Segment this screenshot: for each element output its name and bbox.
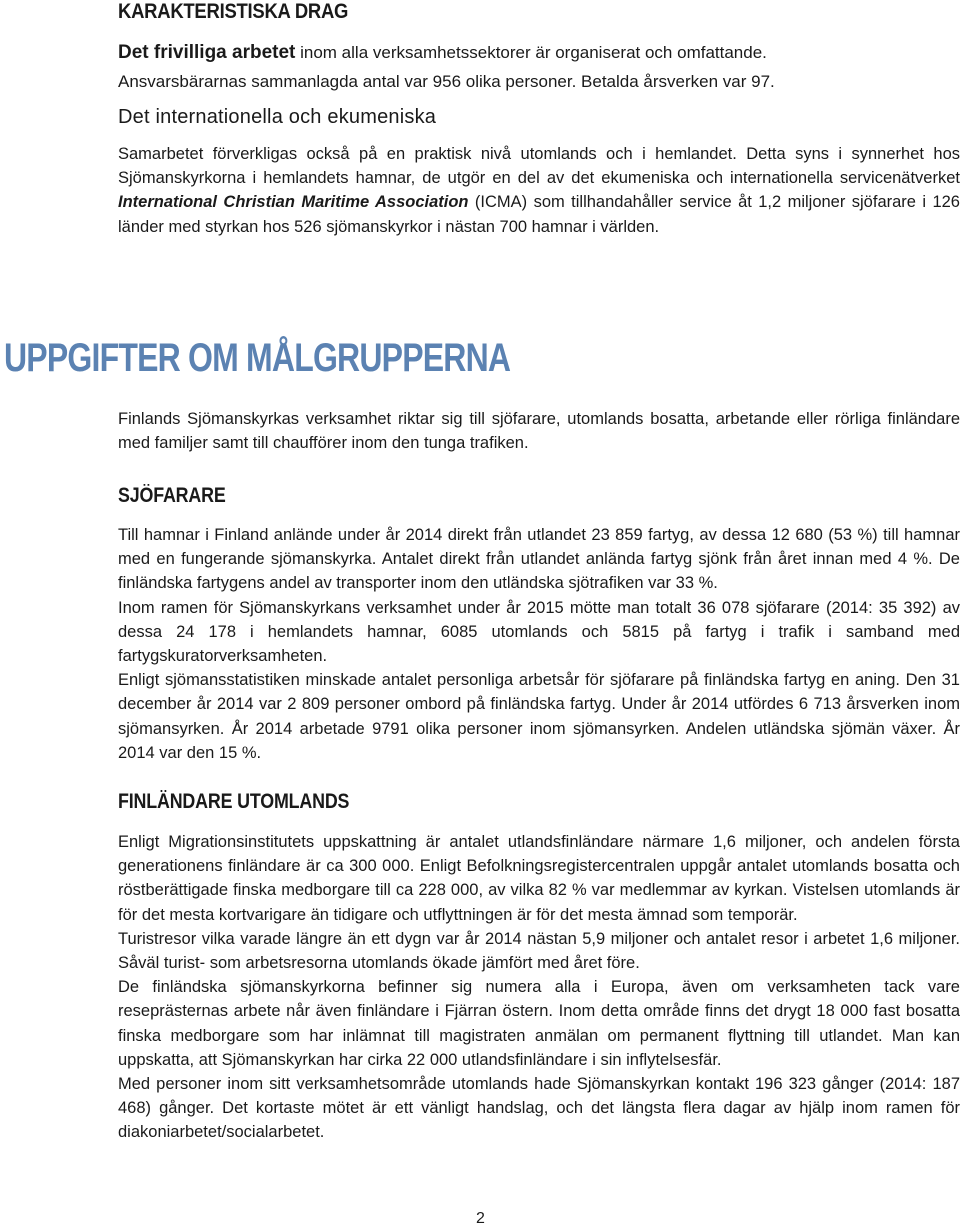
finns-abroad-paragraph: De finländska sjömanskyrkorna befinner sig numera alla i Europa, även om verksamheten tack vare reseprästernas arbete når även finländare i Fjärran östern. Inom detta område finns det drygt 18 000 fast bosatta finska medborgare som har inlämnat till magistraten anmälan om permanent flyttning till utlandet. Man kan uppskatta, att Sjömanskyrkan har cirka 22 000 utlandsfinländare i sin inflytelsesfär. [118,978,960,1069]
seafarers-paragraph: Enligt sjömansstatistiken minskade antalet personliga arbetsår för sjöfarare på finländska fartyg en aning. Den 31 december år 2014 var 2 809 personer ombord på finländska fartyg. Under år 2014 utfördes 6 713 årsverken inom sjömansyrken. År 2014 arbetade 9791 olika personer inom sjömansyrken. Andelen utländska sjömän växer. År 2014 var den 15 %. [118,671,960,762]
intro-line-1-rest: inom alla verksamhetssektorer är organiserat och omfattande. [295,43,767,62]
icma-name: International Christian Maritime Association [118,193,469,212]
intro-line-2: Ansvarsbärarnas sammanlagda antal var 956 olika personer. Betalda årsverken var 97. [118,72,775,91]
target-groups-heading: UPPGIFTER OM MÅLGRUPPERNA [4,336,511,380]
seafarers-paragraph: Inom ramen för Sjömanskyrkans verksamhet under år 2015 mötte man totalt 36 078 sjöfarare (2014: 35 392) av dessa 24 178 i hemlandets hamnar, 6085 utomlands och 5815 på fartyg i trafik i samband med fartygskuratorverksamheten. [118,598,960,666]
intro-line-1 [118,42,767,64]
finns-abroad-section [118,830,960,1145]
target-groups-intro: Finlands Sjömanskyrkas verksamhet riktar sig till sjöfarare, utomlands bosatta, arbetande eller rörliga finländare med familjer samt till chaufförer inom den tunga trafiken. [118,410,960,453]
ecumenical-heading: Det internationella och ekumeniska [118,106,437,128]
finns-abroad-paragraph: Enligt Migrationsinstitutets uppskattning är antalet utlandsfinländare närmare 1,6 miljoner, och andelen första generationens finländare är ca 300 000. Enligt Befolkningsregistercentralen uppgår antalet utomlands bosatta och röstberättigade finska medborgare till ca 228 000, av vilka 82 % var medlemmar av kyrkan. Vistelsen utomlands är för det mesta kortvarigare än tidigare och utflyttningen är för det mesta ämnad som temporär. [118,833,960,924]
finns-abroad-paragraph: Med personer inom sitt verksamhetsområde utomlands hade Sjömanskyrkan kontakt 196 323 gånger (2014: 187 468) gånger. Det kortaste mötet är ett vänligt handslag, och det längsta flera dagar av hjälp inom ramen för diakoniarbetet/socialarbetet. [118,1075,960,1142]
page-number: 2 [476,1210,485,1227]
finns-abroad-paragraph: Turistresor vilka varade längre än ett dygn var år 2014 nästan 5,9 miljoner och antalet resor i arbetet 1,6 miljoner. Såväl turist- som arbetsresorna utomlands ökade jämfört med året före. [118,929,960,973]
ecumenical-paragraph [118,142,960,239]
seafarers-section [118,523,960,765]
seafarers-heading: SJÖFARARE [118,484,226,507]
seafarers-paragraph: Till hamnar i Finland anlände under år 2014 direkt från utlandet 23 859 fartyg, av dessa 12 680 (53 %) till hamnar med en fungerande sjömanskyrka. Antalet direkt från utlandet anlända fartyg sjönk från året innan med 4 %. De finländska fartygens andel av transporter inom den utländska sjötrafiken var 33 %. [118,526,960,593]
page-title: KARAKTERISTISKA DRAG [118,0,349,23]
intro-lead: Det frivilliga arbetet [118,42,296,63]
finns-abroad-heading: FINLÄNDARE UTOMLANDS [118,790,350,813]
ecumenical-text-before: Samarbetet förverkligas också på en praktisk nivå utomlands och i hemlandet. Detta syns i synnerhet hos Sjömanskyrkorna i hemlandets hamnar, de utgör en del av det ekumeniska och internationella servicenätverket [118,145,960,188]
ecumenical-text-after: (ICMA) som tillhandahåller service åt 1,2 miljoner sjöfarare i 126 länder med styrkan hos 526 sjömanskyrkor i nästan 700 hamnar i världen. [118,193,960,236]
